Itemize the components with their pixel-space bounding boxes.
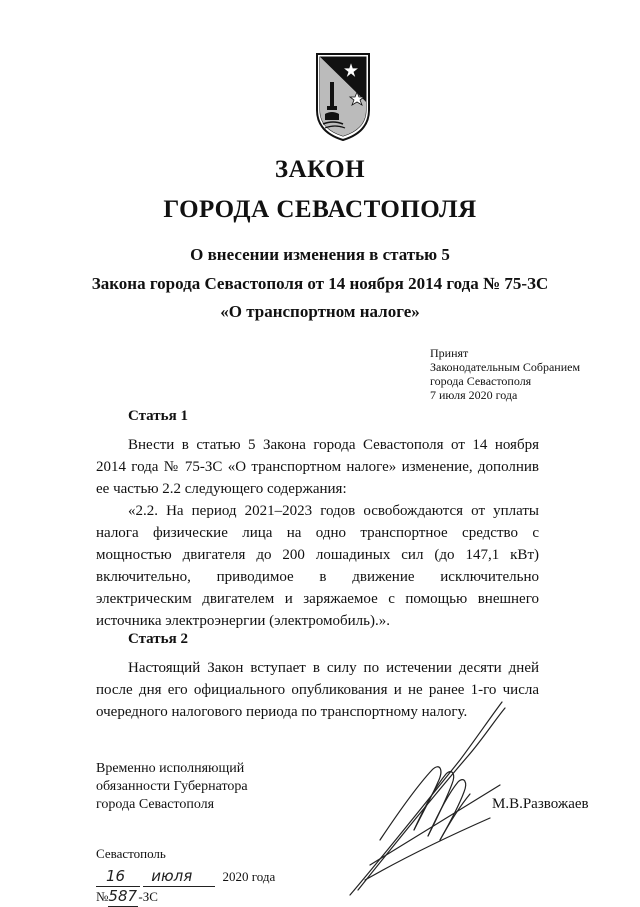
signer-block [96, 760, 248, 814]
footer-number-suffix: -ЗС [138, 889, 158, 904]
adoption-line-3: города Севастополя [430, 374, 532, 388]
footer-city: Севастополь [96, 846, 166, 861]
subtitle-line-3: «О транспортном налоге» [220, 302, 420, 321]
article-2-heading: Статья 2 [128, 631, 188, 647]
footer-number [96, 887, 275, 907]
signer-name: М.В.Развожаев [492, 796, 589, 812]
footer-date-month-field [143, 867, 215, 887]
article-2-paragraph-1: Настоящий Закон вступает в силу по истечении десяти дней после дня его официального опубликования и не ранее 1-го числа очередного налогового периода по транспортному налогу. [96, 660, 539, 720]
footer-date-month: июля [151, 867, 193, 885]
footer-number-prefix: № [96, 889, 109, 904]
footer-block [96, 845, 275, 907]
signer-line-3: города Севастополя [96, 797, 215, 812]
article-1-paragraph-2: «2.2. На период 2021–2023 годов освобождаются от уплаты налога физические лица на одно транспортное средство с мощностью двигателя до 200 лошадиных сил (до 147,1 кВт) включительно, приводимое в движение исключительно электрическим двигателем и заряжаемое с помощью внешнего источника электроэнергии (электромобиль).». [96, 503, 539, 629]
article-1-paragraph-1: Внести в статью 5 Закона города Севастополя от 14 ноября 2014 года № 75-ЗС «О транспортном налоге» изменение, дополнив ее частью 2.2 следующего содержания: [96, 437, 539, 497]
footer-date-day: 16 [106, 867, 126, 885]
article-1-heading: Статья 1 [128, 408, 188, 424]
footer-number-field [108, 887, 138, 907]
subtitle-line-1: О внесении изменения в статью 5 [190, 245, 450, 264]
signer-line-2: обязанности Губернатора [96, 779, 248, 794]
adoption-line-2: Законодательным Собранием [430, 360, 581, 374]
city-label: ГОРОДА СЕВАСТОПОЛЯ [163, 196, 477, 223]
footer-date-day-field [96, 867, 140, 887]
footer-date-year: 2020 года [222, 869, 276, 884]
coat-of-arms-emblem [313, 52, 373, 142]
footer-date [96, 867, 275, 887]
adoption-block [430, 346, 580, 402]
footer-number-value: 587 [108, 887, 138, 905]
adoption-date: 7 июля 2020 года [430, 388, 518, 402]
subtitle-line-2: Закона города Севастополя от 14 ноября 2014 года № 75-ЗС [91, 274, 549, 293]
adoption-line-1: Принят [430, 346, 469, 360]
signer-line-1: Временно исполняющий [96, 761, 245, 776]
law-label: ЗАКОН [274, 156, 366, 183]
